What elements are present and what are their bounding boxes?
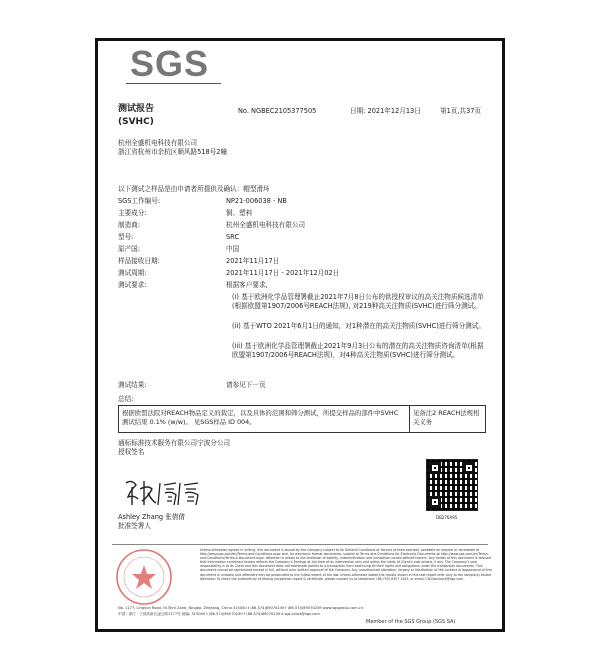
summary-text: 根据欧盟法院对REACH物品定义的裁定，以及具体的范围和筛分测试，所提交样品的部件中SVHC测试结果 0.1% (w/w)。 见SGS样品 ID 004。 (122, 409, 399, 426)
summary-box (118, 405, 486, 433)
field-value: 2021年11月17日 - 2021年12月02日 (226, 269, 340, 277)
result-label: 测试结果: (118, 381, 147, 389)
field-value: 杭州全盛机电科技有限公司 (226, 221, 306, 229)
test-report-document (98, 41, 502, 629)
field-label: 原产国: (118, 245, 141, 253)
qr-finder (429, 496, 441, 508)
summary-note: 见备注2 REACH法规相关义务 (413, 409, 480, 426)
report-title: 测试报告 (118, 104, 155, 114)
report-date: 日期: 2021年12月13日 (350, 107, 421, 115)
requirement-item: (ii) 基于WTO 2021年6月1日的通知，对1种潜在的高关注物质(SVHC)进行筛分测试。 (232, 322, 485, 330)
field-label: 样品接收日期: (118, 257, 160, 265)
field-label: 测试周期: (118, 269, 147, 277)
qr-finder (429, 462, 441, 474)
field-value: 铜、塑料 (226, 209, 253, 217)
verification-qr-code (426, 459, 478, 511)
field-value: NP21-006038 - NB (226, 197, 287, 205)
address-english: No. 1177, Lingyun Road, Hi-Tech Zone, Ningbo, Zhejiang, China 315040 t (86-574)89070249 f (86-574)89070249 www.sgsgroup.com.cn (118, 606, 363, 610)
field-label: 主要成分: (118, 209, 147, 217)
page-indicator: 第1页,共37页 (440, 107, 482, 115)
field-label: 制造商: (118, 221, 141, 229)
field-value: 中国 (226, 245, 240, 253)
address-chinese: 中国 · 浙江 · 宁波高新区凌云路1177号 邮编: 315040 t (86-574)89070249 f (86-574)89070249 e sgs.china@sgs.com (118, 612, 320, 616)
handwritten-signature (122, 475, 202, 509)
qr-caption: DB276A95 (436, 515, 458, 520)
authorized-signature-label: 授权签名 (118, 448, 145, 456)
requirement-item: (iii) 基于欧洲化学品管理署截止2021年9月3日公布的潜在的高关注物质咨询清单(根据欧盟第1907/2006号REACH法规)，对4种高关注物质(SVHC)进行筛分测试。 (232, 342, 484, 359)
qr-finder (463, 462, 475, 474)
report-frame (95, 38, 505, 632)
signatory-title: 批准签署人 (118, 522, 151, 530)
sgs-group-membership: Member of the SGS Group (SGS SA) (366, 619, 456, 625)
requirement-item: (i) 基于欧洲化学品管理署截止2021年7月8日公布的供授权审议的高关注物质候选清单(根据欧盟第1907/2006号REACH法规), 对219种高关注物质(SVHC)进行筛分测试。 (232, 293, 484, 310)
terms-fine-print: Unless otherwise agreed in writing, this document is issued by the Company subject to its General Conditions of Service printed overleaf, available on request or accessible at http://www.sgs.com/en/Terms-and-Conditions.aspx and, for electronic format documents, subject to Terms and Conditions for Electronic Documents at http://www.sgs.com/en/Terms-and-Conditions/Terms-e-Document.aspx. Attention is drawn to the limitation of liability, indemnification and jurisdiction issues defined therein. Any holder of this document is advised that information contained hereon reflects the Company's findings at the time of its intervention only and within the limits of Client's instructions, if any. The Company's sole responsibility is to its Client and this document does not exonerate parties to a transaction from exercising all their rights and obligations under the transaction documents. This document cannot be reproduced except in full, without prior written approval of the Company. Any unauthorized alteration, forgery or falsification of the content or appearance of this document is unlawful and offenders may be prosecuted to the fullest extent of the law. Unless otherwise stated the results shown in this test report refer only to the sample(s) tested. Attention: To check the authenticity of testing /inspection report & certificate, please contact us at telephone: (86-755) 8307 1443, or email: CN.Doccheck@sgs.com (200, 548, 493, 581)
field-value: 2021年11月17日 (226, 257, 280, 265)
issuing-organization: 通标标准技术服务有限公司宁波分公司 (118, 439, 231, 447)
field-label: 测试要求: (118, 281, 147, 289)
summary-divider (409, 406, 410, 432)
report-number: No. NGBEC2105377505 (238, 107, 317, 115)
field-value: SRC (226, 233, 240, 241)
company-seal-stamp (114, 547, 174, 607)
field-label: 型号: (118, 233, 134, 241)
client-name: 杭州全盛机电科技有限公司 (118, 139, 198, 147)
client-address: 浙江省杭州市余杭区顺风路518号2幢 (118, 148, 228, 156)
footer-divider (112, 544, 488, 545)
result-value: 请参见下一页 (226, 381, 266, 389)
signatory-name: Ashley Zhang 张倩倩 (118, 513, 185, 521)
logo-divider (126, 83, 221, 84)
summary-label: 总结: (118, 395, 134, 403)
field-value: 根据客户要求, (226, 281, 268, 289)
sgs-logo: SGS (130, 43, 210, 84)
sample-intro: 以下测试之样品是由申请者所提供及确认：帽型滑环 (118, 185, 270, 193)
report-subtitle: (SVHC) (118, 117, 154, 127)
field-label: SGS工作编号: (118, 197, 161, 205)
